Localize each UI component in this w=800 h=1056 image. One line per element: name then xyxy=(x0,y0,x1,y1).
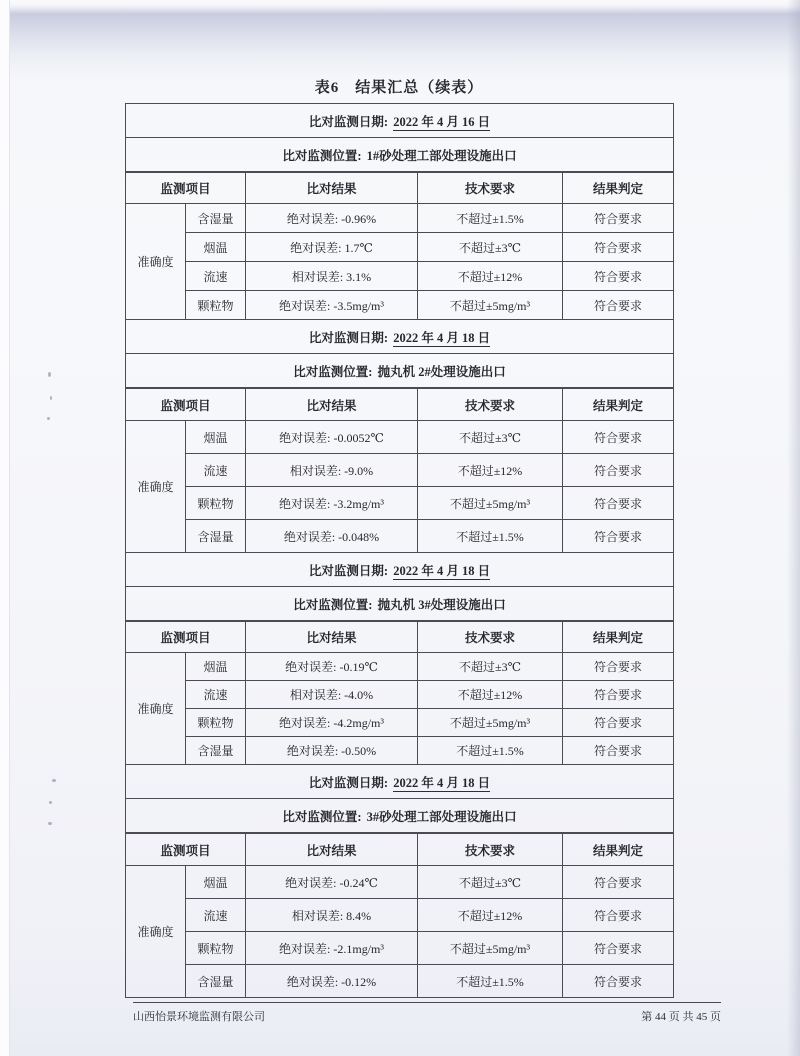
location-row xyxy=(126,354,674,389)
item-cell: 烟温 xyxy=(186,421,246,454)
header-result: 比对结果 xyxy=(246,388,418,421)
header-row xyxy=(126,172,674,204)
header-requirement: 技术要求 xyxy=(418,172,563,204)
requirement-cell: 不超过±12% xyxy=(418,454,563,487)
requirement-cell: 不超过±3℃ xyxy=(418,421,563,454)
date-label: 比对监测日期: xyxy=(308,330,392,345)
comparison-table-4 xyxy=(125,764,674,998)
date-cell xyxy=(126,104,674,138)
result-cell: 绝对误差: -2.1mg/m³ xyxy=(246,932,418,965)
item-cell: 含湿量 xyxy=(186,737,246,765)
scan-artifact xyxy=(47,417,50,420)
comparison-table-1 xyxy=(125,103,674,320)
scan-artifact xyxy=(48,372,51,377)
header-row xyxy=(126,833,674,866)
item-cell: 流速 xyxy=(186,454,246,487)
result-cell: 绝对误差: -0.048% xyxy=(246,520,418,553)
table-row xyxy=(126,866,674,899)
judgement-cell: 符合要求 xyxy=(563,487,674,520)
judgement-cell: 符合要求 xyxy=(563,866,674,899)
header-result: 比对结果 xyxy=(246,833,418,866)
judgement-cell: 符合要求 xyxy=(563,709,674,737)
table-row xyxy=(126,233,674,262)
item-cell: 颗粒物 xyxy=(186,709,246,737)
result-cell: 相对误差: -4.0% xyxy=(246,681,418,709)
table-row xyxy=(126,737,674,765)
date-value: 2022 年 4 月 18 日 xyxy=(393,330,491,345)
judgement-cell: 符合要求 xyxy=(563,262,674,291)
date-row xyxy=(126,104,674,138)
judgement-cell: 符合要求 xyxy=(563,932,674,965)
requirement-cell: 不超过±5mg/m³ xyxy=(418,487,563,520)
requirement-cell: 不超过±1.5% xyxy=(418,737,563,765)
category-cell: 准确度 xyxy=(126,653,186,765)
table-row xyxy=(126,932,674,965)
judgement-cell: 符合要求 xyxy=(563,965,674,998)
requirement-cell: 不超过±12% xyxy=(418,681,563,709)
item-cell: 烟温 xyxy=(186,866,246,899)
header-result: 比对结果 xyxy=(246,172,418,204)
location-cell xyxy=(126,587,674,622)
location-value: 1#砂处理工部处理设施出口 xyxy=(366,148,517,163)
item-cell: 流速 xyxy=(186,262,246,291)
result-cell: 绝对误差: -0.50% xyxy=(246,737,418,765)
result-cell: 绝对误差: -0.19℃ xyxy=(246,653,418,681)
date-cell xyxy=(126,553,674,587)
requirement-cell: 不超过±1.5% xyxy=(418,520,563,553)
date-value: 2022 年 4 月 18 日 xyxy=(393,563,491,578)
requirement-cell: 不超过±1.5% xyxy=(418,965,563,998)
scan-artifact xyxy=(52,779,56,782)
judgement-cell: 符合要求 xyxy=(563,233,674,262)
item-cell: 含湿量 xyxy=(186,520,246,553)
item-cell: 烟温 xyxy=(186,233,246,262)
requirement-cell: 不超过±12% xyxy=(418,262,563,291)
location-cell xyxy=(126,799,674,834)
scan-artifact xyxy=(48,822,52,825)
item-cell: 流速 xyxy=(186,899,246,932)
category-cell: 准确度 xyxy=(126,866,186,998)
result-cell: 绝对误差: -3.2mg/m³ xyxy=(246,487,418,520)
scan-left-margin xyxy=(0,0,10,1056)
judgement-cell: 符合要求 xyxy=(563,737,674,765)
table-row xyxy=(126,681,674,709)
location-row xyxy=(126,799,674,834)
result-cell: 绝对误差: -0.24℃ xyxy=(246,866,418,899)
page-title: 表6 结果汇总（续表） xyxy=(314,80,484,96)
location-label: 比对监测位置: xyxy=(293,597,376,612)
table-row xyxy=(126,204,674,233)
location-cell xyxy=(126,138,674,173)
header-result: 比对结果 xyxy=(246,621,418,653)
category-cell: 准确度 xyxy=(126,421,186,553)
item-cell: 颗粒物 xyxy=(186,932,246,965)
header-requirement: 技术要求 xyxy=(418,621,563,653)
requirement-cell: 不超过±3℃ xyxy=(418,653,563,681)
date-value: 2022 年 4 月 16 日 xyxy=(393,114,491,129)
location-row xyxy=(126,138,674,173)
judgement-cell: 符合要求 xyxy=(563,520,674,553)
item-cell: 颗粒物 xyxy=(186,487,246,520)
judgement-cell: 符合要求 xyxy=(563,681,674,709)
table-row xyxy=(126,709,674,737)
result-cell: 绝对误差: -4.2mg/m³ xyxy=(246,709,418,737)
scan-artifact xyxy=(50,396,52,400)
date-label: 比对监测日期: xyxy=(308,114,392,129)
item-cell: 含湿量 xyxy=(186,965,246,998)
judgement-cell: 符合要求 xyxy=(563,899,674,932)
header-judgement: 结果判定 xyxy=(563,388,674,421)
item-cell: 含湿量 xyxy=(186,204,246,233)
table-row xyxy=(126,421,674,454)
result-cell: 绝对误差: -0.12% xyxy=(246,965,418,998)
header-requirement: 技术要求 xyxy=(418,388,563,421)
date-label: 比对监测日期: xyxy=(308,563,392,578)
table-row xyxy=(126,291,674,320)
judgement-cell: 符合要求 xyxy=(563,454,674,487)
table-row xyxy=(126,653,674,681)
requirement-cell: 不超过±5mg/m³ xyxy=(418,932,563,965)
date-row xyxy=(126,320,674,354)
location-row xyxy=(126,587,674,622)
location-value: 抛丸机 3#处理设施出口 xyxy=(377,597,506,612)
header-requirement: 技术要求 xyxy=(418,833,563,866)
footer-page-info: 第 44 页 共 45 页 xyxy=(641,1011,721,1023)
table-row xyxy=(126,262,674,291)
footer-company: 山西怡景环境监测有限公司 xyxy=(133,1011,265,1023)
date-value: 2022 年 4 月 18 日 xyxy=(393,775,491,790)
table-row xyxy=(126,487,674,520)
date-label: 比对监测日期: xyxy=(308,775,392,790)
result-cell: 绝对误差: -3.5mg/m³ xyxy=(246,291,418,320)
location-cell xyxy=(126,354,674,389)
requirement-cell: 不超过±5mg/m³ xyxy=(418,709,563,737)
result-cell: 相对误差: 8.4% xyxy=(246,899,418,932)
requirement-cell: 不超过±3℃ xyxy=(418,866,563,899)
header-judgement: 结果判定 xyxy=(563,172,674,204)
result-cell: 绝对误差: -0.0052℃ xyxy=(246,421,418,454)
judgement-cell: 符合要求 xyxy=(563,421,674,454)
scan-right-shadow xyxy=(787,0,800,1056)
location-label: 比对监测位置: xyxy=(293,364,376,379)
requirement-cell: 不超过±12% xyxy=(418,899,563,932)
tables-container xyxy=(125,103,673,998)
header-judgement: 结果判定 xyxy=(563,621,674,653)
comparison-table-3 xyxy=(125,552,674,765)
result-cell: 绝对误差: -0.96% xyxy=(246,204,418,233)
judgement-cell: 符合要求 xyxy=(563,291,674,320)
table-row xyxy=(126,454,674,487)
date-row xyxy=(126,553,674,587)
table-row xyxy=(126,899,674,932)
location-label: 比对监测位置: xyxy=(282,148,365,163)
scan-artifact xyxy=(49,801,52,804)
requirement-cell: 不超过±3℃ xyxy=(418,233,563,262)
date-cell xyxy=(126,765,674,799)
judgement-cell: 符合要求 xyxy=(563,204,674,233)
header-row xyxy=(126,621,674,653)
table-row xyxy=(126,965,674,998)
item-cell: 流速 xyxy=(186,681,246,709)
date-row xyxy=(126,765,674,799)
comparison-table-2 xyxy=(125,319,674,553)
header-item: 监测项目 xyxy=(126,172,246,204)
location-label: 比对监测位置: xyxy=(282,809,365,824)
judgement-cell: 符合要求 xyxy=(563,653,674,681)
date-cell xyxy=(126,320,674,354)
header-item: 监测项目 xyxy=(126,621,246,653)
result-cell: 相对误差: -9.0% xyxy=(246,454,418,487)
requirement-cell: 不超过±1.5% xyxy=(418,204,563,233)
location-value: 3#砂处理工部处理设施出口 xyxy=(366,809,517,824)
header-row xyxy=(126,388,674,421)
location-value: 抛丸机 2#处理设施出口 xyxy=(377,364,506,379)
header-item: 监测项目 xyxy=(126,833,246,866)
header-judgement: 结果判定 xyxy=(563,833,674,866)
item-cell: 颗粒物 xyxy=(186,291,246,320)
result-cell: 绝对误差: 1.7℃ xyxy=(246,233,418,262)
item-cell: 烟温 xyxy=(186,653,246,681)
category-cell: 准确度 xyxy=(126,204,186,320)
page-footer xyxy=(133,1002,721,1024)
table-row xyxy=(126,520,674,553)
result-cell: 相对误差: 3.1% xyxy=(246,262,418,291)
requirement-cell: 不超过±5mg/m³ xyxy=(418,291,563,320)
header-item: 监测项目 xyxy=(126,388,246,421)
